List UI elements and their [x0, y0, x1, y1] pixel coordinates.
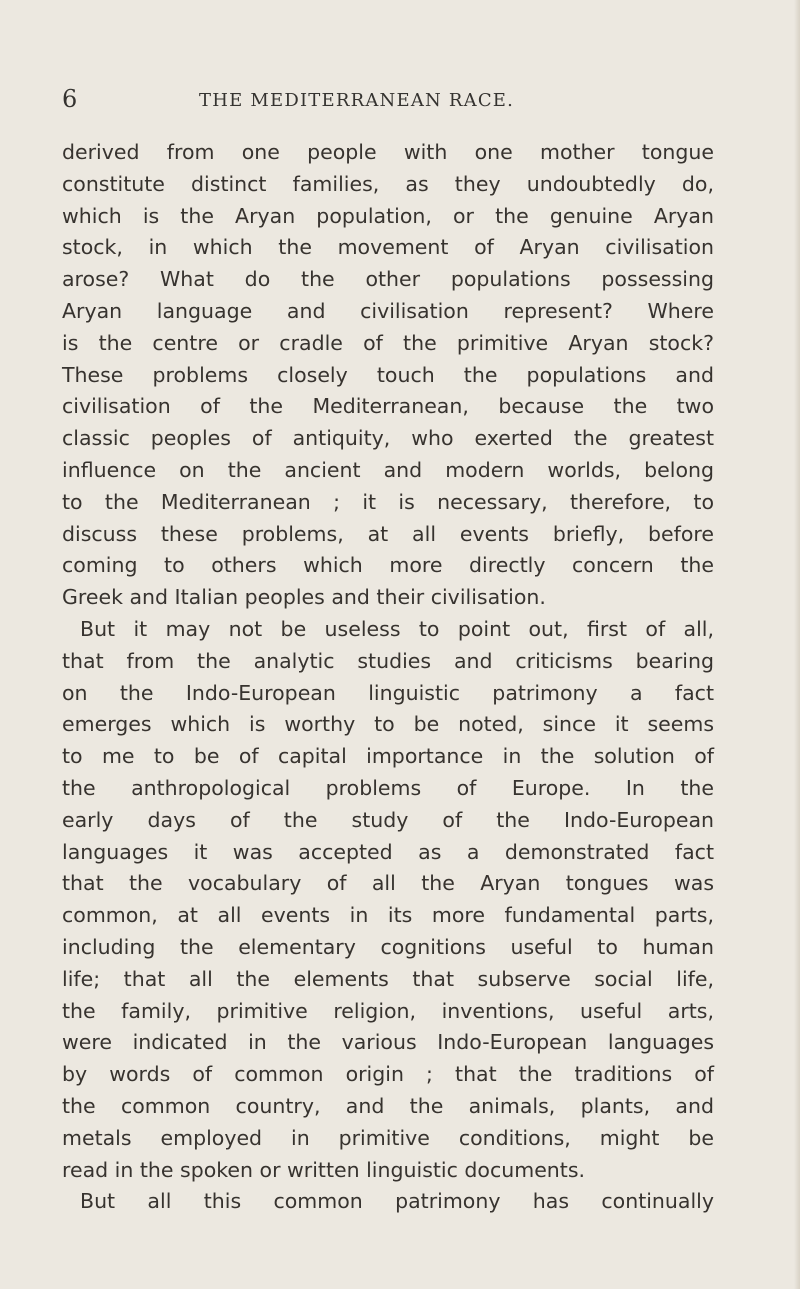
running-title: THE MEDITERRANEAN RACE. [199, 90, 515, 111]
text-line: by words of common origin ; that the traditions of [62, 1062, 714, 1087]
text-line: early days of the study of the Indo-European [62, 807, 714, 832]
text-line: Aryan language and civilisation represent? Where [62, 298, 714, 323]
text-line: the anthropological problems of Europe. In the [62, 775, 714, 800]
text-line: to me to be of capital importance in the solution of [62, 744, 714, 769]
text-line: stock, in which the movement of Aryan civilisation [62, 235, 714, 260]
text-line: classic peoples of antiquity, who exerted the greatest [62, 426, 714, 451]
text-line: arose? What do the other populations possessing [62, 267, 714, 292]
text-line: languages it was accepted as a demonstrated fact [62, 839, 714, 864]
page-edge-shadow [794, 0, 800, 1289]
text-line: including the elementary cognitions useful to human [62, 934, 714, 959]
text-line: Greek and Italian peoples and their civilisation. [62, 585, 546, 610]
text-line: the common country, and the animals, plants, and [62, 1093, 714, 1118]
text-line: common, at all events in its more fundamental parts, [62, 903, 714, 928]
page-header [62, 84, 712, 114]
text-line: were indicated in the various Indo-European languages [62, 1030, 714, 1055]
text-line: influence on the ancient and modern worlds, belong [62, 457, 714, 482]
text-line: constitute distinct families, as they undoubtedly do, [62, 171, 714, 196]
text-line: which is the Aryan population, or the genuine Aryan [62, 203, 714, 228]
text-line: metals employed in primitive conditions, might be [62, 1125, 714, 1150]
body-text [62, 137, 714, 1218]
text-line: discuss these problems, at all events briefly, before [62, 521, 714, 546]
text-line: These problems closely touch the populations and [62, 362, 714, 387]
text-line: civilisation of the Mediterranean, because the two [62, 394, 714, 419]
text-line: that from the analytic studies and criticisms bearing [62, 648, 714, 673]
text-line: But all this common patrimony has continually [80, 1189, 714, 1214]
text-line: read in the spoken or written linguistic documents. [62, 1157, 586, 1182]
text-line: coming to others which more directly concern the [62, 553, 714, 578]
text-line: to the Mediterranean ; it is necessary, therefore, to [62, 489, 714, 514]
text-line: is the centre or cradle of the primitive Aryan stock? [62, 330, 714, 355]
text-line: But it may not be useless to point out, first of all, [80, 616, 714, 641]
text-line: emerges which is worthy to be noted, since it seems [62, 712, 714, 737]
text-line: that the vocabulary of all the Aryan tongues was [62, 871, 714, 896]
text-line: derived from one people with one mother tongue [62, 140, 714, 164]
text-line: life; that all the elements that subserve social life, [62, 966, 714, 991]
text-line: on the Indo-European linguistic patrimony a fact [62, 680, 714, 705]
text-line: the family, primitive religion, inventions, useful arts, [62, 998, 714, 1023]
page-number: 6 [62, 85, 78, 113]
